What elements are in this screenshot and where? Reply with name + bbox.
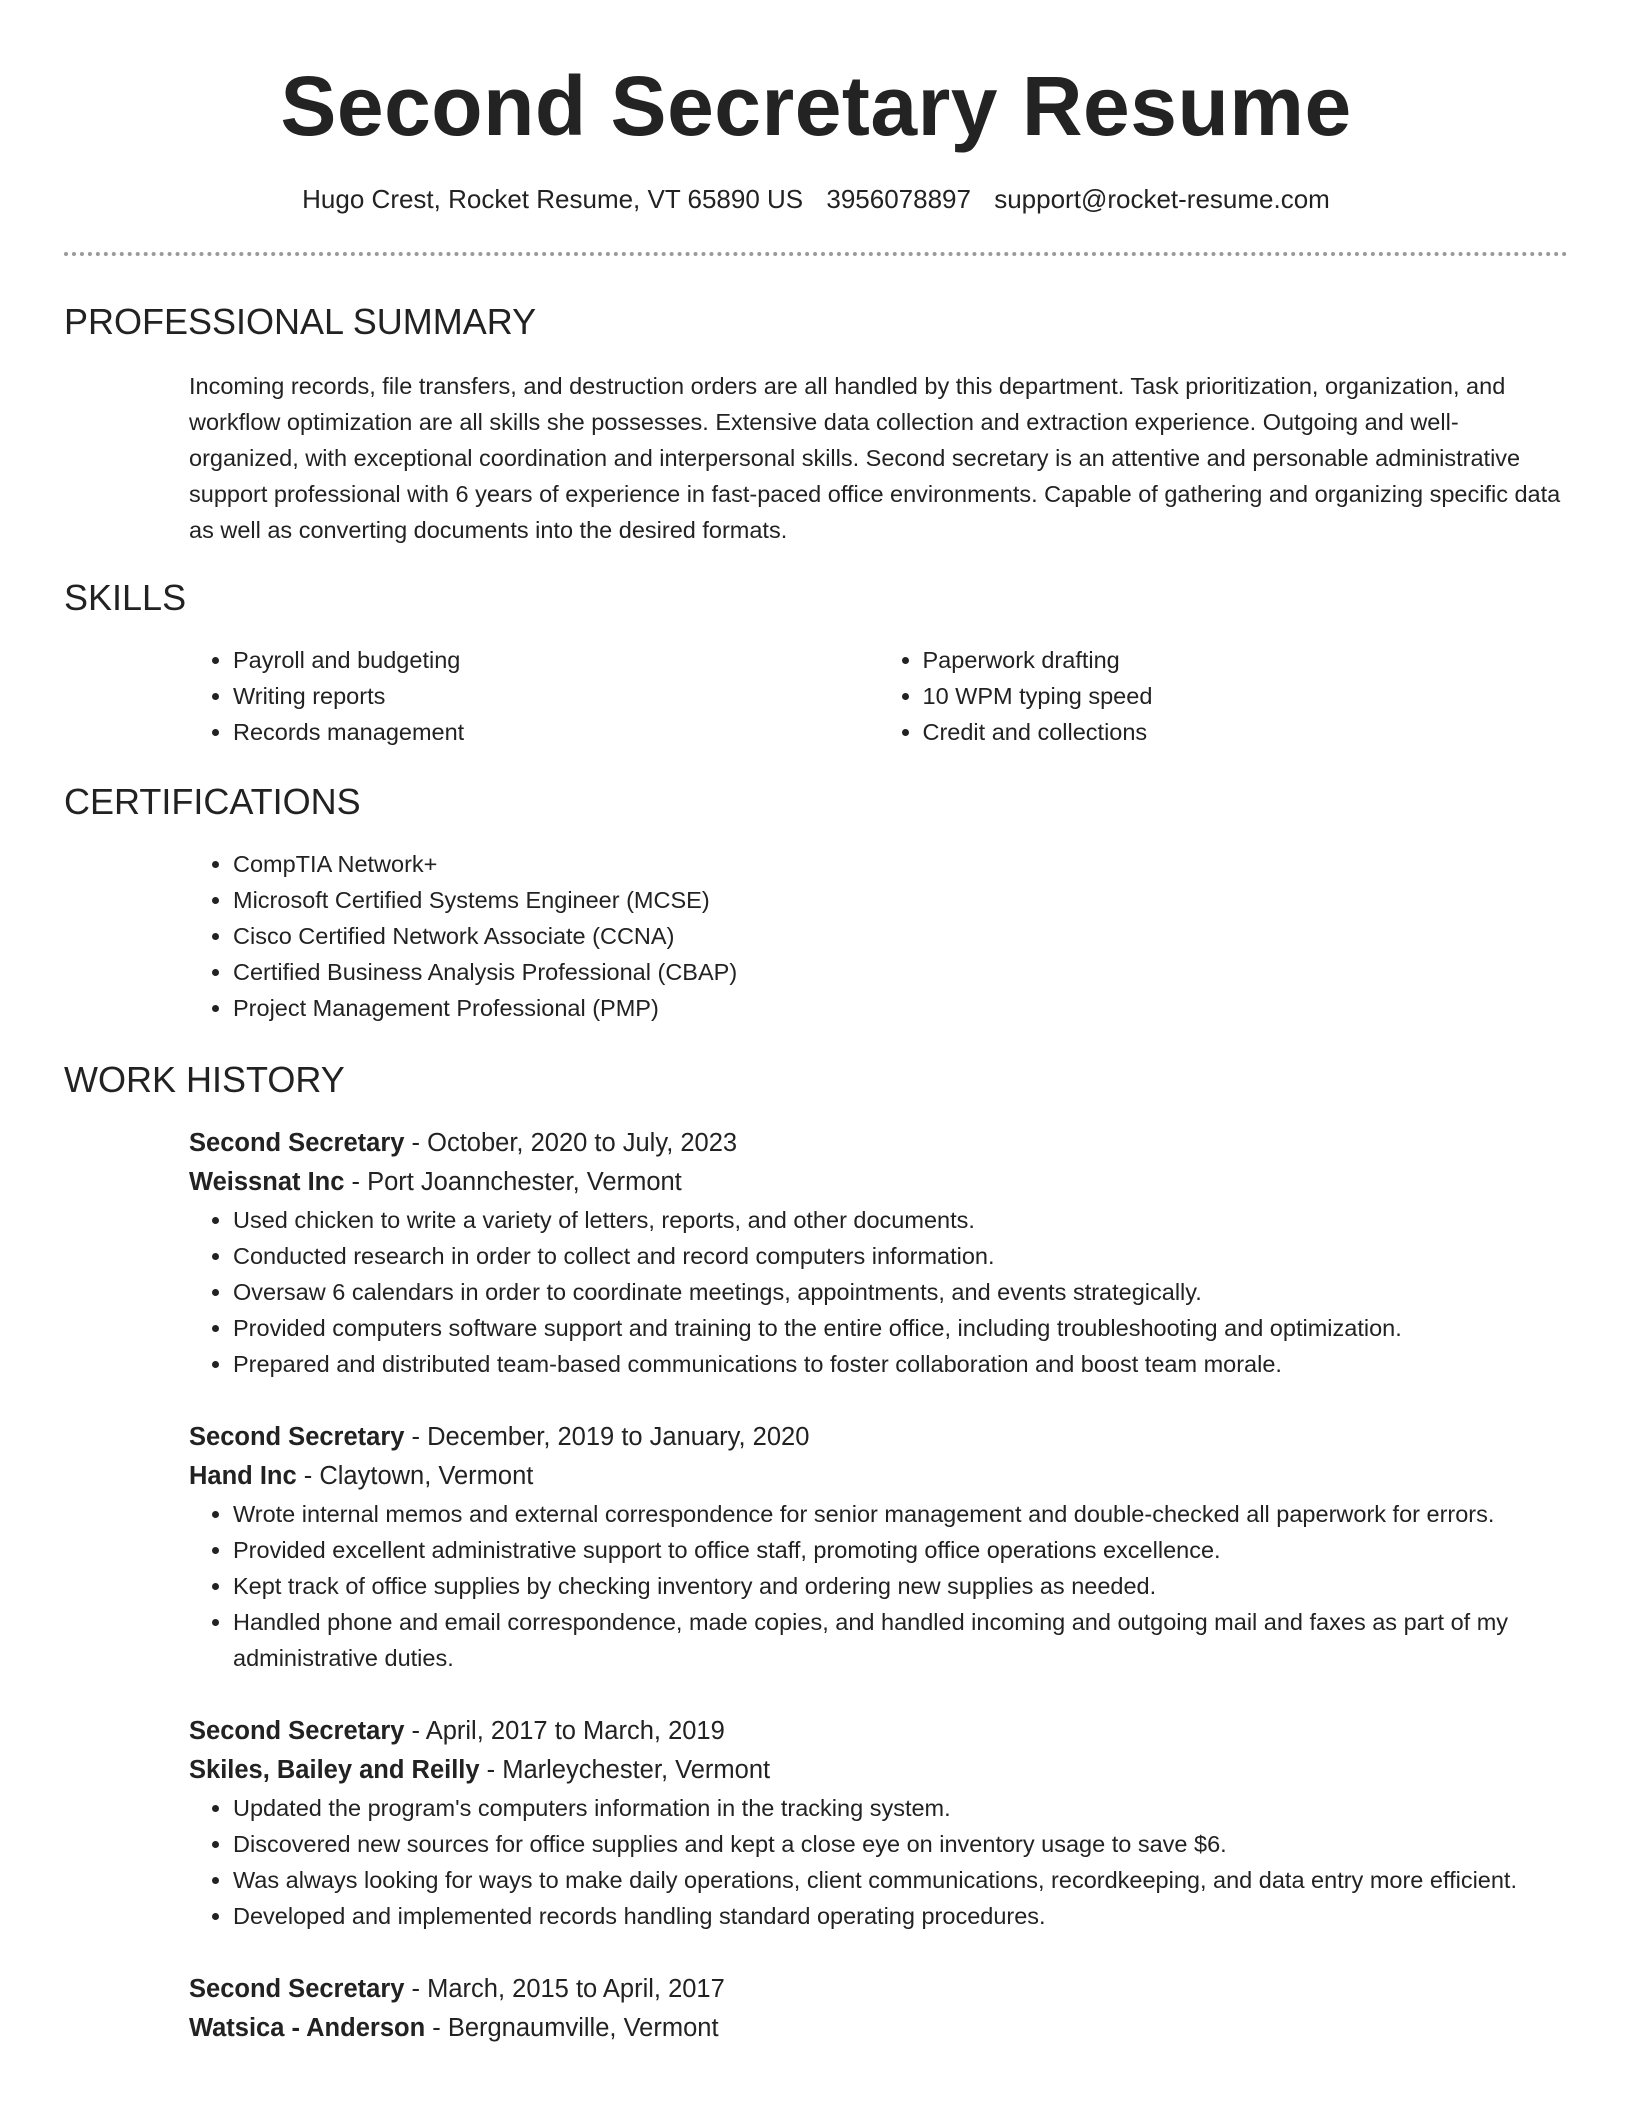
job-bullet: • Updated the program's computers information in the tracking system.: [233, 1790, 1568, 1826]
header-divider: [64, 252, 1568, 256]
job-entry: [189, 1970, 1568, 2048]
certifications-bullets: [189, 846, 1568, 1026]
skills-heading: SKILLS: [64, 577, 187, 618]
certification-item: • Cisco Certified Network Associate (CCNA): [233, 918, 1568, 954]
job-bullet: • Provided excellent administrative support to office staff, promoting office operations excellence.: [233, 1532, 1568, 1568]
job-bullets: [189, 1496, 1568, 1676]
certifications-heading: CERTIFICATIONS: [64, 781, 361, 822]
job-bullet: • Was always looking for ways to make daily operations, client communications, recordkeeping, and data entry more efficient.: [233, 1862, 1568, 1898]
job-company: Weissnat Inc: [189, 1168, 345, 1196]
job-company-line: [189, 2009, 1568, 2048]
job-company-line: [189, 1163, 1568, 1202]
skills-grid: [189, 642, 1568, 750]
job-dates: - April, 2017 to March, 2019: [404, 1717, 725, 1745]
contact-phone: 3956078897: [826, 184, 971, 214]
job-bullet: • Handled phone and email correspondence, made copies, and handled incoming and outgoing mail and faxes as part of my administrative duties.: [233, 1604, 1568, 1676]
skill-item: • Payroll and budgeting: [233, 642, 879, 678]
job-dates: - October, 2020 to July, 2023: [404, 1129, 738, 1157]
job-title: Second Secretary: [189, 1717, 405, 1745]
skills-column-right: [879, 642, 1569, 750]
skills-column-left: [189, 642, 879, 750]
summary-heading: PROFESSIONAL SUMMARY: [64, 301, 537, 342]
job-bullet: • Discovered new sources for office supplies and kept a close eye on inventory usage to save $6.: [233, 1826, 1568, 1862]
job-title-line: [189, 1124, 1568, 1163]
job-bullet: • Oversaw 6 calendars in order to coordinate meetings, appointments, and events strategically.: [233, 1274, 1568, 1310]
job-bullet: • Conducted research in order to collect and record computers information.: [233, 1238, 1568, 1274]
job-company: Skiles, Bailey and Reilly: [189, 1756, 480, 1784]
job-company-line: [189, 1751, 1568, 1790]
job-bullets: [189, 1202, 1568, 1382]
job-title: Second Secretary: [189, 1423, 405, 1451]
job-dates: - December, 2019 to January, 2020: [404, 1423, 810, 1451]
skill-item: • Credit and collections: [923, 714, 1569, 750]
job-title-line: [189, 1418, 1568, 1457]
job-location: - Port Joannchester, Vermont: [344, 1168, 682, 1196]
certification-item: • Certified Business Analysis Professional (CBAP): [233, 954, 1568, 990]
job-bullet: • Wrote internal memos and external correspondence for senior management and double-checked all paperwork for errors.: [233, 1496, 1568, 1532]
job-location: - Bergnaumville, Vermont: [425, 2014, 719, 2042]
certifications-list: [189, 846, 1568, 1026]
job-bullet: • Developed and implemented records handling standard operating procedures.: [233, 1898, 1568, 1934]
contact-email: support@rocket-resume.com: [994, 184, 1330, 214]
contact-line: [64, 182, 1568, 216]
job-company: Hand Inc: [189, 1462, 297, 1490]
job-dates: - March, 2015 to April, 2017: [404, 1975, 725, 2003]
job-location: - Claytown, Vermont: [296, 1462, 534, 1490]
job-bullet: • Used chicken to write a variety of letters, reports, and other documents.: [233, 1202, 1568, 1238]
skill-item: • Writing reports: [233, 678, 879, 714]
job-entry: [189, 1418, 1568, 1676]
job-title-line: [189, 1970, 1568, 2009]
certification-item: • Microsoft Certified Systems Engineer (MCSE): [233, 882, 1568, 918]
resume-title: Second Secretary Resume: [280, 59, 1352, 153]
certification-item: • Project Management Professional (PMP): [233, 990, 1568, 1026]
job-title: Second Secretary: [189, 1975, 405, 2003]
job-company: Watsica - Anderson: [189, 2014, 426, 2042]
contact-address: Hugo Crest, Rocket Resume, VT 65890 US: [302, 184, 804, 214]
job-entry: [189, 1712, 1568, 1934]
skill-item: • Paperwork drafting: [923, 642, 1569, 678]
skill-item: • Records management: [233, 714, 879, 750]
work-history-heading: WORK HISTORY: [64, 1059, 345, 1100]
job-location: - Marleychester, Vermont: [479, 1756, 771, 1784]
job-bullet: • Kept track of office supplies by checking inventory and ordering new supplies as needed.: [233, 1568, 1568, 1604]
job-company-line: [189, 1457, 1568, 1496]
certification-item: • CompTIA Network+: [233, 846, 1568, 882]
summary-text: Incoming records, file transfers, and destruction orders are all handled by this department. Task prioritization, organization, and workflow optimization are all skills she possesses. Extensive data collection and extraction experience. Outgoing and well-organized, with exceptional coordination and interpersonal skills. Second secretary is an attentive and personable administrative support professional with 6 years of experience in fast-paced office environments. Capable of gathering and organizing specific data as well as converting documents into the desired formats.: [189, 373, 1561, 543]
job-bullet: • Provided computers software support and training to the entire office, including troubleshooting and optimization.: [233, 1310, 1568, 1346]
job-entry: [189, 1124, 1568, 1382]
job-title: Second Secretary: [189, 1129, 405, 1157]
job-bullets: [189, 1790, 1568, 1934]
job-bullet: • Prepared and distributed team-based communications to foster collaboration and boost team morale.: [233, 1346, 1568, 1382]
skill-item: • 10 WPM typing speed: [923, 678, 1569, 714]
job-title-line: [189, 1712, 1568, 1751]
